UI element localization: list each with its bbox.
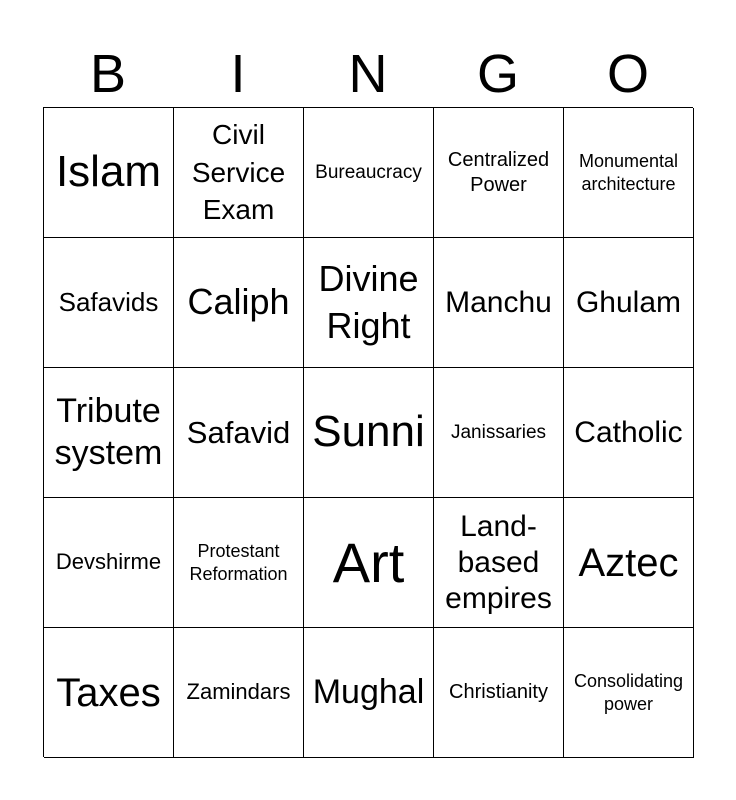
bingo-cell[interactable] xyxy=(44,368,174,498)
bingo-cell[interactable] xyxy=(564,238,694,368)
header-letter-i: I xyxy=(230,44,246,104)
cell-label: Monumental architecture xyxy=(578,151,679,194)
bingo-cell[interactable] xyxy=(174,498,304,628)
bingo-cell[interactable] xyxy=(434,498,564,628)
cell-label: Ghulam xyxy=(575,285,682,319)
cell-label: Zamindars xyxy=(186,679,291,705)
cell-label: Centralized Power xyxy=(447,148,550,196)
header-letter-o: O xyxy=(606,44,649,104)
bingo-cell[interactable] xyxy=(174,628,304,758)
bingo-cell[interactable] xyxy=(304,498,434,628)
cell-label: Tribute system xyxy=(54,392,163,472)
bingo-cell[interactable] xyxy=(304,628,434,758)
bingo-cell[interactable] xyxy=(304,108,434,238)
header-letter-n: N xyxy=(348,44,388,104)
bingo-header xyxy=(43,42,693,106)
cell-label: Catholic xyxy=(574,415,683,449)
bingo-cell[interactable] xyxy=(434,628,564,758)
cell-label: Civil Service Exam xyxy=(191,118,286,226)
cell-label: Protestant Reformation xyxy=(189,541,288,584)
cell-label: Safavids xyxy=(58,286,159,317)
cell-label: Safavid xyxy=(186,414,291,450)
bingo-cell[interactable] xyxy=(174,108,304,238)
bingo-cell[interactable] xyxy=(44,628,174,758)
bingo-cell[interactable] xyxy=(304,238,434,368)
bingo-cell[interactable] xyxy=(44,108,174,238)
bingo-cell[interactable] xyxy=(44,238,174,368)
bingo-cell[interactable] xyxy=(564,108,694,238)
cell-label: Art xyxy=(332,530,405,594)
bingo-cell[interactable] xyxy=(174,238,304,368)
cell-label: Bureaucracy xyxy=(315,161,422,183)
bingo-cell[interactable] xyxy=(434,238,564,368)
cell-label: Taxes xyxy=(56,670,161,715)
cell-label: Caliph xyxy=(187,281,290,323)
cell-label: Janissaries xyxy=(450,421,547,443)
bingo-cell[interactable] xyxy=(44,498,174,628)
bingo-cell[interactable] xyxy=(564,368,694,498)
cell-label: Manchu xyxy=(445,285,552,319)
cell-label: Consolidating power xyxy=(573,671,684,714)
cell-label: Sunni xyxy=(312,407,425,457)
cell-label: Land-based empires xyxy=(445,509,552,615)
bingo-cell[interactable] xyxy=(174,368,304,498)
cell-label: Islam xyxy=(55,147,162,197)
bingo-cell[interactable] xyxy=(564,628,694,758)
bingo-cell[interactable] xyxy=(434,108,564,238)
cell-label: Divine Right xyxy=(318,257,419,346)
cell-label: Mughal xyxy=(312,672,425,711)
cell-label: Aztec xyxy=(578,540,679,585)
header-letter-b: B xyxy=(89,44,127,104)
header-letter-g: G xyxy=(476,44,519,104)
bingo-board xyxy=(43,107,693,757)
bingo-cell[interactable] xyxy=(304,368,434,498)
cell-label: Christianity xyxy=(449,681,548,703)
bingo-cell[interactable] xyxy=(434,368,564,498)
cell-label: Devshirme xyxy=(55,549,162,575)
bingo-cell[interactable] xyxy=(564,498,694,628)
